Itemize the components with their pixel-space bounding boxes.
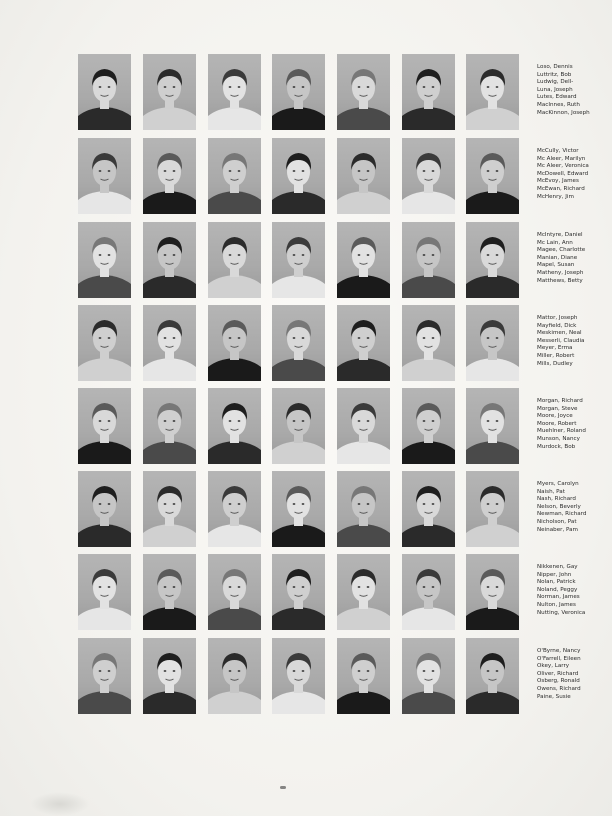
student-portrait xyxy=(208,388,261,464)
student-name: Owens, Richard xyxy=(537,685,581,692)
student-portrait xyxy=(337,638,390,714)
name-caption-list xyxy=(537,648,609,701)
student-portrait xyxy=(143,54,196,130)
student-portrait xyxy=(78,554,131,630)
student-name: Nelson, Beverly xyxy=(537,503,581,510)
student-name: Mapel, Susan xyxy=(537,262,575,269)
ink-smudge xyxy=(280,786,286,789)
student-portrait xyxy=(208,222,261,298)
name-caption-list xyxy=(537,481,609,534)
student-portrait xyxy=(208,471,261,547)
student-portrait xyxy=(78,638,131,714)
student-portrait xyxy=(143,388,196,464)
name-caption-list xyxy=(537,398,609,451)
student-portrait xyxy=(466,222,519,298)
portrait-row xyxy=(78,388,608,466)
student-portrait xyxy=(208,305,261,381)
student-portrait xyxy=(466,388,519,464)
student-name: Murdock, Bob xyxy=(537,443,576,450)
portrait-row xyxy=(78,305,608,383)
student-name: Nolan, Patrick xyxy=(537,579,576,586)
student-portrait xyxy=(466,638,519,714)
student-name: Manian, Diane xyxy=(537,254,578,261)
portrait-row xyxy=(78,222,608,300)
student-portrait xyxy=(272,305,325,381)
student-portrait xyxy=(78,54,131,130)
name-caption-list xyxy=(537,564,609,617)
student-name: Neinaber, Pam xyxy=(537,526,578,533)
student-portrait xyxy=(402,305,455,381)
student-name: Nutting, Veronica xyxy=(537,609,586,616)
student-name: Matthews, Betty xyxy=(537,277,583,284)
student-name: Mills, Dudley xyxy=(537,360,573,367)
student-name: Mc Aleer, Veronica xyxy=(537,163,589,170)
name-caption-list xyxy=(537,315,609,368)
student-portrait xyxy=(272,222,325,298)
student-name: Oliver, Richard xyxy=(537,670,579,677)
student-name: McCully, Victor xyxy=(537,148,579,154)
student-name: Nicholson, Pat xyxy=(537,518,577,525)
student-portrait xyxy=(208,54,261,130)
student-name: Luttritz, Bob xyxy=(537,71,572,78)
student-portrait xyxy=(143,305,196,381)
student-portrait xyxy=(272,388,325,464)
student-portrait xyxy=(337,138,390,214)
student-name: Messerli, Claudia xyxy=(537,337,585,344)
student-portrait xyxy=(466,471,519,547)
student-name: Noland, Peggy xyxy=(537,586,578,593)
student-portrait xyxy=(272,54,325,130)
student-portrait xyxy=(143,638,196,714)
name-caption-list xyxy=(537,64,609,117)
student-portrait xyxy=(78,471,131,547)
student-portrait xyxy=(466,305,519,381)
student-portrait xyxy=(402,554,455,630)
student-portrait xyxy=(466,54,519,130)
student-portrait xyxy=(402,388,455,464)
student-name: Mayfield, Dick xyxy=(537,322,577,329)
student-name: Paine, Susie xyxy=(537,693,571,700)
student-name: McEwan, Richard xyxy=(537,185,585,192)
student-name: Munson, Nancy xyxy=(537,435,580,442)
portrait-row xyxy=(78,138,608,216)
student-portrait xyxy=(208,138,261,214)
student-portrait xyxy=(337,222,390,298)
student-portrait xyxy=(272,638,325,714)
portrait-row xyxy=(78,554,608,632)
student-name: Okey, Larry xyxy=(537,663,570,670)
student-portrait xyxy=(78,305,131,381)
student-name: Matheny, Joseph xyxy=(537,269,584,276)
student-portrait xyxy=(78,138,131,214)
student-name: McDowell, Edward xyxy=(537,170,589,177)
student-portrait xyxy=(272,554,325,630)
student-portrait xyxy=(143,222,196,298)
student-name: Magee, Charlotte xyxy=(537,247,586,254)
student-name: MacInnes, Ruth xyxy=(537,101,580,108)
student-portrait xyxy=(78,222,131,298)
student-name: McIntyre, Daniel xyxy=(537,232,583,238)
name-caption-list xyxy=(537,232,609,285)
student-portrait xyxy=(402,471,455,547)
student-portrait xyxy=(272,471,325,547)
student-name: Nipper, John xyxy=(537,571,572,578)
student-portrait xyxy=(78,388,131,464)
student-name: Luna, Joseph xyxy=(537,86,573,93)
student-portrait xyxy=(272,138,325,214)
student-name: MacKinnon, Joseph xyxy=(537,109,590,116)
student-portrait xyxy=(143,471,196,547)
student-name: Moore, Robert xyxy=(537,420,577,427)
student-portrait xyxy=(337,54,390,130)
student-name: O'Farrell, Eileen xyxy=(537,655,581,662)
student-name: Miller, Robert xyxy=(537,352,575,359)
student-portrait xyxy=(402,54,455,130)
student-portrait xyxy=(466,554,519,630)
student-portrait xyxy=(337,305,390,381)
student-portrait xyxy=(402,222,455,298)
portrait-row xyxy=(78,54,608,132)
student-portrait xyxy=(402,638,455,714)
student-name: Newman, Richard xyxy=(537,511,587,518)
page-stain xyxy=(30,792,90,816)
student-portrait xyxy=(143,138,196,214)
student-name: Nulton, James xyxy=(537,601,576,608)
student-name: Muehlner, Roland xyxy=(537,428,586,435)
student-name: Myers, Carolyn xyxy=(537,481,579,487)
student-name: Norman, James xyxy=(537,594,580,601)
student-name: Mattor, Joseph xyxy=(537,315,578,321)
student-name: Nash, Richard xyxy=(537,496,576,503)
student-name: Nikkenen, Gay xyxy=(537,564,578,570)
student-name: Meskimen, Neal xyxy=(537,330,582,337)
student-name: Osberg, Ronald xyxy=(537,678,580,685)
student-name: O'Byrne, Nancy xyxy=(537,648,581,654)
student-name: Lutes, Edward xyxy=(537,94,577,101)
student-portrait xyxy=(337,554,390,630)
student-portrait xyxy=(337,471,390,547)
student-name: Ludwig, Dell- xyxy=(537,79,574,86)
student-portrait xyxy=(208,638,261,714)
portrait-row xyxy=(78,638,608,716)
student-name: Morgan, Richard xyxy=(537,398,583,404)
student-name: McEvoy, James xyxy=(537,178,579,185)
student-portrait xyxy=(402,138,455,214)
portrait-row xyxy=(78,471,608,549)
student-portrait xyxy=(143,554,196,630)
student-name: Moore, Joyce xyxy=(537,413,573,420)
student-portrait xyxy=(208,554,261,630)
student-name: Loso, Dennis xyxy=(537,64,573,70)
student-name: Naish, Pat xyxy=(537,488,565,495)
student-name: McHenry, Jim xyxy=(537,193,574,200)
student-portrait xyxy=(466,138,519,214)
student-name: Mc Aleer, Marilyn xyxy=(537,155,586,162)
student-name: Morgan, Steve xyxy=(537,405,578,412)
name-caption-list xyxy=(537,148,609,201)
student-name: Meyer, Erma xyxy=(537,345,573,352)
student-portrait xyxy=(337,388,390,464)
student-name: Mc Lain, Ann xyxy=(537,239,573,246)
